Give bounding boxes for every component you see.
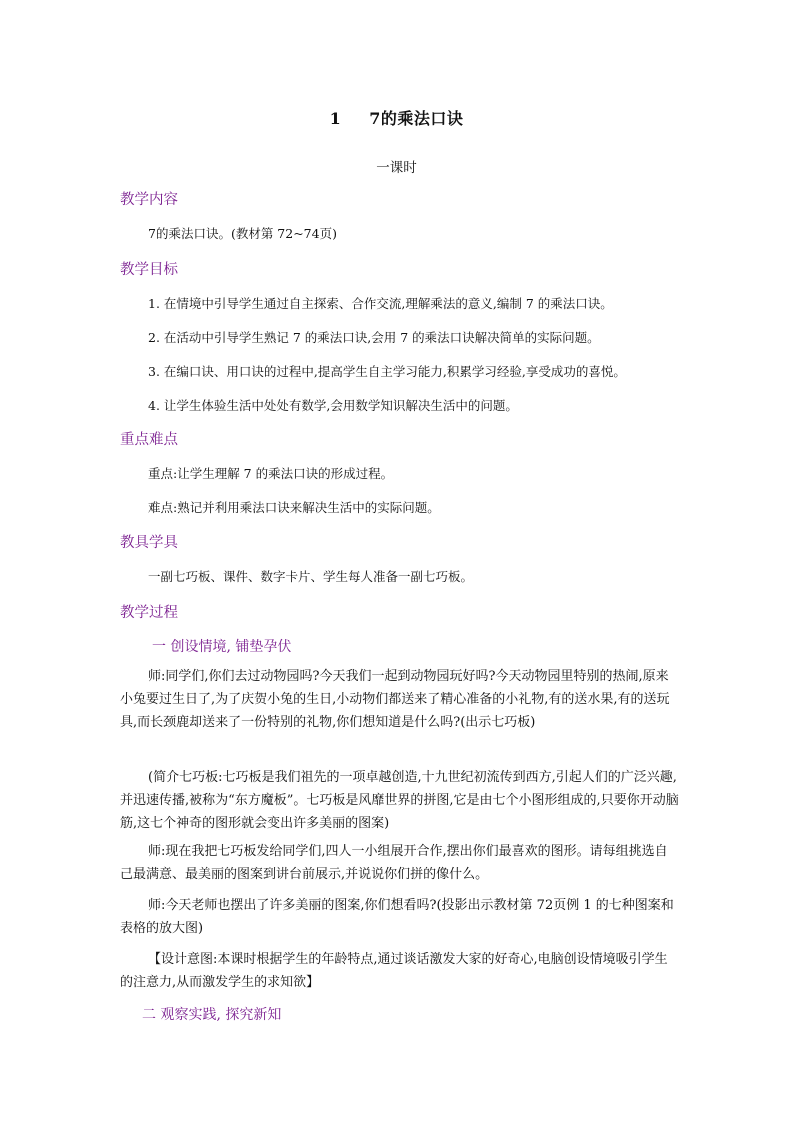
tools-text: 一副七巧板、课件、数字卡片、学生每人准备一副七巧板。 — [148, 569, 474, 584]
content-text: 7的乘法口诀。(教材第 72~74页) — [148, 226, 337, 241]
process-paragraph-2: (简介七巧板:七巧板是我们祖先的一项卓越创造,十九世纪初流传到西方,引起人们的广泛兴趣,并迅速传播,被称为“东方魔板”。七巧板是风靡世界的拼图,它是由七个小图形组成的,只要你开动脑筋,这七个神奇的图形就会变出许多美丽的图案) — [120, 770, 679, 831]
process-paragraph-4: 师:今天老师也摆出了许多美丽的图案,你们想看吗?(投影出示教材第 72页例 1 的七种图案和表格的放大图) — [120, 898, 674, 936]
heading-process: 教学过程 — [120, 605, 178, 621]
goal-item-3: 3. 在编口诀、用口诀的过程中,提高学生自主学习能力,积累学习经验,享受成功的喜悦。 — [148, 364, 626, 379]
process-part1-title: 一 创设情境, 铺垫孕伏 — [152, 639, 292, 655]
goal-item-4: 4. 让学生体验生活中处处有数学,会用数学知识解决生活中的问题。 — [148, 398, 518, 413]
process-paragraph-1: 师:同学们,你们去过动物园吗?今天我们一起到动物园玩好吗?今天动物园里特别的热闹,原来小兔要过生日了,为了庆贺小兔的生日,小动物们都送来了精心准备的小礼物,有的送水果,有的送玩具,而长颈鹿却送来了一份特别的礼物,你们想知道是什么吗?(出示七巧板) — [120, 669, 670, 730]
process-paragraph-3: 师:现在我把七巧板发给同学们,四人一小组展开合作,摆出你们最喜欢的图形。请每组挑选自己最满意、最美丽的图案到讲台前展示,并说说你们拼的像什么。 — [120, 844, 668, 882]
goal-item-1: 1. 在情境中引导学生通过自主探索、合作交流,理解乘法的意义,编制 7 的乘法口诀。 — [148, 296, 613, 311]
goal-item-2: 2. 在活动中引导学生熟记 7 的乘法口诀,会用 7 的乘法口诀解决简单的实际问题。 — [148, 330, 600, 345]
lesson-number: 1 — [329, 109, 342, 128]
process-paragraph-5: 【设计意图:本课时根据学生的年龄特点,通过谈话激发大家的好奇心,电脑创设情境吸引学生的注意力,从而激发学生的求知欲】 — [120, 952, 668, 990]
lesson-subtitle: 一课时 — [376, 160, 417, 176]
heading-goals: 教学目标 — [120, 262, 178, 278]
lesson-title-text: 7的乘法口诀 — [369, 109, 464, 128]
heading-key-points: 重点难点 — [120, 432, 178, 448]
process-part2-title: 二 观察实践, 探究新知 — [142, 1007, 282, 1023]
focus-text: 重点:让学生理解 7 的乘法口诀的形成过程。 — [148, 466, 394, 481]
difficulty-text: 难点:熟记并利用乘法口诀来解决生活中的实际问题。 — [148, 500, 440, 515]
heading-tools: 教具学具 — [120, 535, 178, 551]
lesson-title — [0, 106, 793, 129]
heading-content: 教学内容 — [120, 192, 178, 208]
